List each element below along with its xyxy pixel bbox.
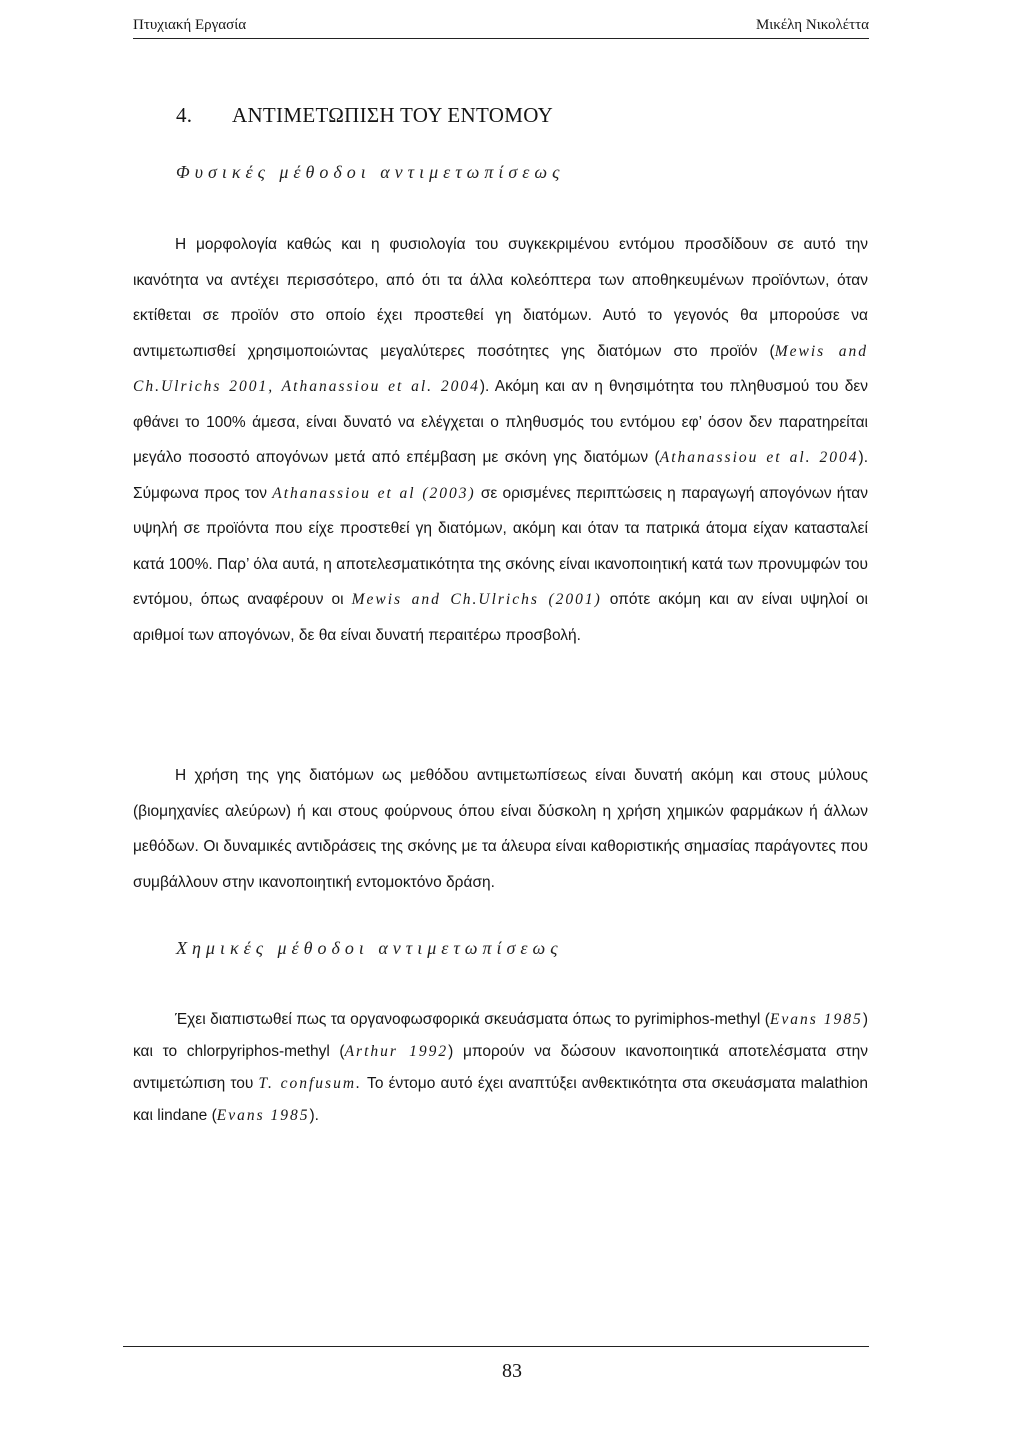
- paragraph-diatomaceous-earth-use: Η χρήση της γης διατόμων ως μεθόδου αντιμετωπίσεως είναι δυνατή ακόμη και στους μύλους (βιομηχανίες αλεύρων) ή και στους φούρνους όπου είναι δύσκολη η χρήση χημικών φαρμάκων ή άλλων μεθόδων. Οι δυναμικές αντιδράσεις της σκόνης με τα άλευρα είναι καθοριστικής σημασίας παράγοντες που συμβάλλουν στην ικανοποιητική εντομοκτόνο δράση.: [133, 767, 868, 891]
- paragraph-text: σε ορισμένες περιπτώσεις η παραγωγή απογόνων ήταν υψηλή σε προϊόντα που είχε προστεθεί γη διατόμων, ακόμη και όταν τα πατρικά άτομα είχαν κατασταλεί κατά 100%. Παρ’ όλα αυτά, η αποτελεσματικότητα της σκόνης είναι ικανοποιητική κατά των προνυμφών του εντόμου, όπως αναφέρουν οι: [133, 484, 868, 608]
- paragraph-text: ) μπορούν να δώσουν ικανοποιητικά αποτελέσματα στην αντιμετώπιση του: [133, 1043, 868, 1092]
- citation: Mewis and Ch.Ulrichs (2001): [351, 591, 602, 608]
- paragraph-text: ). Ακόμη και αν η θνησιμότητα του πληθυσμού του δεν φθάνει το 100% άμεσα, είναι δυνατό να ελέγχεται ο πληθυσμός του εντόμου εφ’ όσον δεν παρατηρείται μεγάλο ποσοστό απογόνων μετά από επέμβαση με σκόνη γης διατόμων (: [133, 378, 868, 466]
- species-name: T. confusum.: [258, 1075, 362, 1092]
- citation: Arthur 1992: [344, 1043, 449, 1060]
- paragraph-text: ) και το chlorpyriphos-methyl (: [133, 1011, 868, 1060]
- page-number: 83: [502, 1360, 522, 1382]
- subheading-physical-methods: Φυσικές μέθοδοι αντιμετωπίσεως: [176, 162, 565, 182]
- citation: Evans 1985: [769, 1011, 863, 1028]
- section-title-text: ΑΝΤΙΜΕΤΩΠΙΣΗ ΤΟΥ ΕΝΤΟΜΟΥ: [232, 103, 554, 127]
- citation: Athanassiou et al (2003): [272, 484, 476, 502]
- subheading-chemical-methods: Χημικές μέθοδοι αντιμετωπίσεως: [176, 938, 563, 958]
- section-number: 4.: [176, 103, 193, 127]
- paragraph-text: οπότε ακόμη και αν είναι υψηλοί οι αριθμοί των απογόνων, δε θα είναι δυνατή περαιτέρω προσβολή.: [133, 591, 868, 644]
- citation: Mewis and Ch.Ulrichs 2001, Athanassiou et al. 2004: [133, 342, 868, 395]
- running-header: [133, 14, 869, 39]
- paragraph-text: Το έντομο αυτό έχει αναπτύξει ανθεκτικότητα στα σκευάσματα malathion και lindane (: [133, 1075, 869, 1124]
- citation: Evans 1985: [216, 1107, 310, 1124]
- section-title: [176, 103, 553, 128]
- paragraph-text: Η μορφολογία καθώς και η φυσιολογία του συγκεκριμένου εντόμου προσδίδουν σε αυτό την ικανότητα να αντέχει περισσότερο, από ότι τα άλλα κολεόπτερα των αποθηκευμένων προϊόντων, όταν εκτίθεται σε προϊόν στο οποίο έχει προστεθεί γη διατόμων. Αυτό το γεγονός θα μπορούσε να αντιμετωπισθεί χρησιμοποιώντας μεγαλύτερες ποσότητες γης διατόμων στο προϊόν (: [133, 236, 868, 360]
- citation: Athanassiou et al. 2004: [659, 449, 859, 466]
- paragraph-physical-methods: [133, 227, 868, 653]
- paragraph-text: ). Σύμφωνα προς τον: [133, 449, 868, 502]
- paragraph-chemical-methods: [133, 1004, 868, 1132]
- header-left-text: Πτυχιακή Εργασία: [133, 17, 247, 33]
- footer-rule: [123, 1346, 869, 1347]
- paragraph-text: ).: [309, 1107, 319, 1124]
- paragraph-text: Έχει διαπιστωθεί πως τα οργανοφωσφορικά σκευάσματα όπως το pyrimiphos-methyl (: [175, 1011, 770, 1028]
- header-right-text: Μικέλη Νικολέττα: [755, 17, 869, 33]
